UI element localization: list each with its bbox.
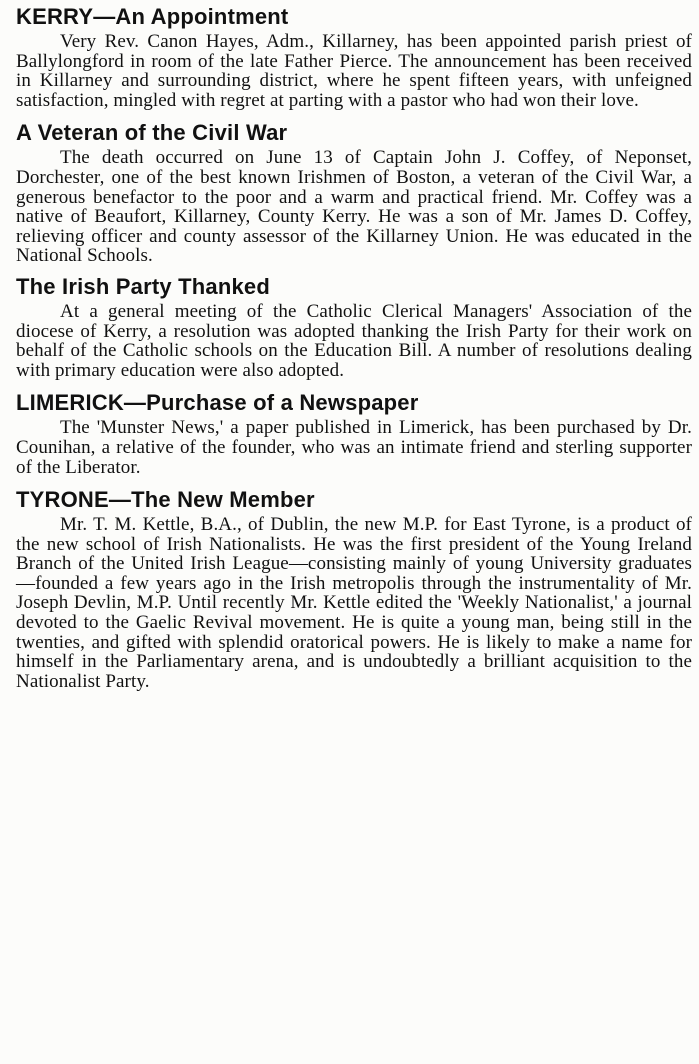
article-tyrone-new-member	[16, 483, 692, 691]
article-irish-party-thanked	[16, 270, 692, 380]
article-headline: KERRY—An Appointment	[16, 4, 289, 29]
article-body: Very Rev. Canon Hayes, Adm., Killarney, has been appointed parish priest of Ballylongford in room of the late Father Pierce. The announcement has been received in Killarney and surrounding district, where he spent fifteen years, with unfeigned satisfaction, mingled with regret at parting with a pastor who had won their love.	[16, 31, 692, 111]
article-headline: A Veteran of the Civil War	[16, 120, 288, 146]
article-body: The death occurred on June 13 of Captain John J. Coffey, of Neponset, Dorchester, one of the best known Irishmen of Boston, a veteran of the Civil War, a generous benefactor to the poor and a warm and practical friend. Mr. Coffey was a native of Beaufort, Killarney, County Kerry. He was a son of Mr. James D. Coffey, relieving officer and county assessor of the Killarney Union. He was educated in the National Schools.	[16, 147, 692, 267]
article-limerick-newspaper	[16, 386, 692, 477]
article-headline: TYRONE—The New Member	[16, 487, 315, 513]
article-civil-war-veteran	[16, 116, 692, 266]
article-body: At a general meeting of the Catholic Clerical Managers' Association of the diocese of Kerry, a resolution was adopted thanking the Irish Party for their work on behalf of the Catholic schools on the Education Bill. A number of resolutions dealing with primary education were also adopted.	[16, 300, 692, 381]
article-body: The 'Munster News,' a paper published in Limerick, has been purchased by Dr. Counihan, a relative of the founder, who was an intimate friend and sterling supporter of the Liberator.	[16, 417, 692, 478]
article-body: Mr. T. M. Kettle, B.A., of Dublin, the new M.P. for East Tyrone, is a product of the new school of Irish Nationalists. He was the first president of the Young Ireland Branch of the United Irish League—consisting mainly of young University graduates—founded a few years ago in the Irish metropolis through the instrumentality of Mr. Joseph Devlin, M.P. Until recently Mr. Kettle edited the 'Weekly Nationalist,' a journal devoted to the Gaelic Revival movement. He is quite a young man, being still in the twenties, and gifted with splendid oratorical powers. He is likely to make a name for himself in the Parliamentary arena, and is undoubtedly a brilliant acquisition to the Nationalist Party.	[16, 514, 692, 692]
article-kerry-appointment	[16, 0, 692, 110]
article-headline: LIMERICK—Purchase of a Newspaper	[16, 390, 419, 416]
article-headline: The Irish Party Thanked	[16, 273, 271, 299]
